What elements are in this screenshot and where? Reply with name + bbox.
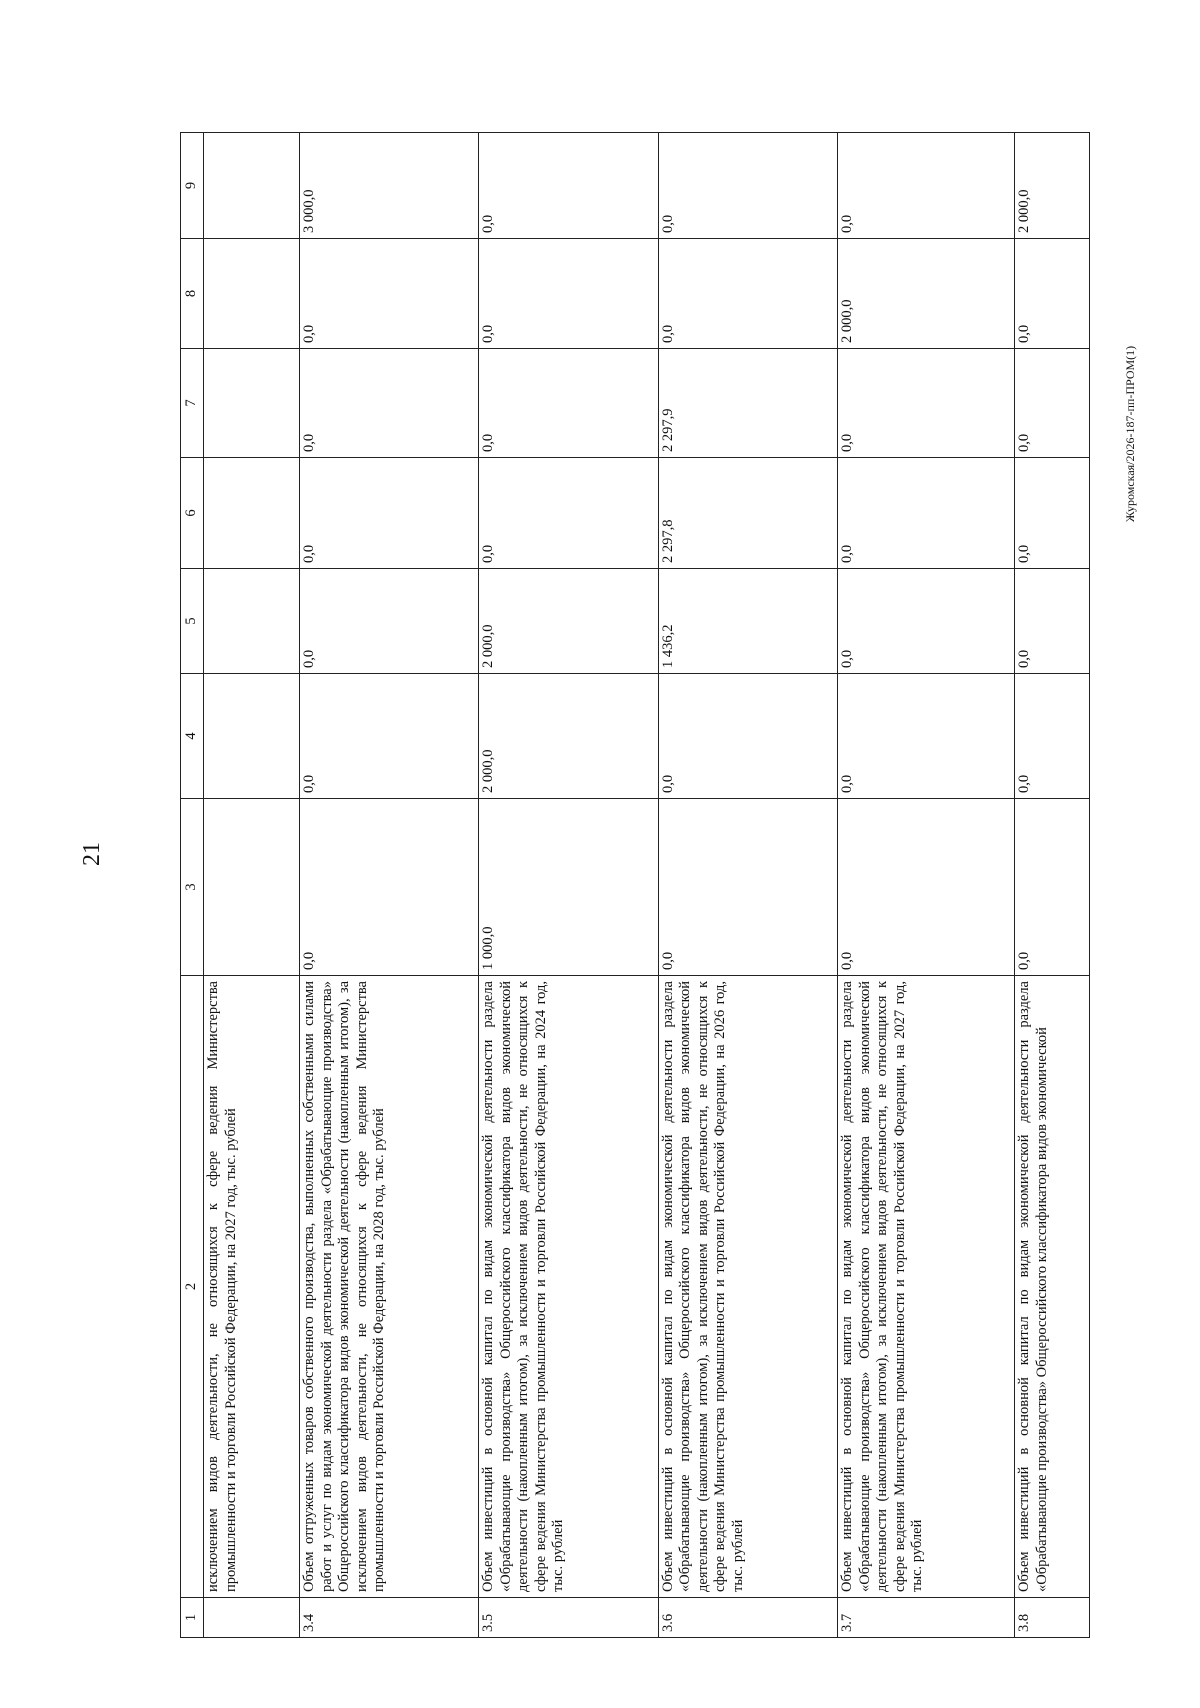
data-table <box>180 132 1090 1638</box>
header-cell: 3 <box>181 799 204 976</box>
table-row <box>300 133 479 1638</box>
value-cell: 0,0 <box>300 458 479 569</box>
value-cell: 0,0 <box>300 239 479 349</box>
value-cell: 2 000,0 <box>1015 133 1090 239</box>
value-cell: 2 000,0 <box>838 239 1015 349</box>
value-cell <box>204 569 300 674</box>
row-number: 3.8 <box>1015 1598 1090 1638</box>
value-cell: 0,0 <box>479 349 658 458</box>
header-cell: 2 <box>181 976 204 1598</box>
table-row <box>204 133 300 1638</box>
row-description: Объем инвестиций в основной капитал по видам экономической деятельности раздела «Обрабатывающие производства» Общероссийского классификатора видов экономической деятельности (накопленным итогом), за исключением видов деятельности, не относящихся к сфере ведения Министерства промышленности и торговли Российской Федерации, на 2024 год, тыс. рублей <box>479 976 658 1598</box>
value-cell <box>204 674 300 799</box>
value-cell: 0,0 <box>838 674 1015 799</box>
value-cell: 0,0 <box>300 349 479 458</box>
value-cell: 2 000,0 <box>479 674 658 799</box>
row-description: Объем инвестиций в основной капитал по видам экономической деятельности раздела «Обрабатывающие производства» Общероссийского классификатора видов экономической деятельности (накопленным итогом), за исключением видов деятельности, не относящихся к сфере ведения Министерства промышленности и торговли Российской Федерации, на 2027 год, тыс. рублей <box>838 976 1015 1598</box>
value-cell: 3 000,0 <box>300 133 479 239</box>
row-description: Объем отгруженных товаров собственного производства, выполненных собственными силами работ и услуг по видам экономической деятельности раздела «Обрабатывающие производства» Общероссийского классификатора видов экономической деятельности (накопленным итогом), за исключением видов деятельности, не относящихся к сфере ведения Министерства промышленности и торговли Российской Федерации, на 2028 год, тыс. рублей <box>300 976 479 1598</box>
row-description: исключением видов деятельности, не относящихся к сфере ведения Министерства промышленности и торговли Российской Федерации, на 2027 год, тыс. рублей <box>204 976 300 1598</box>
row-number: 3.6 <box>658 1598 837 1638</box>
table-row <box>658 133 837 1638</box>
value-cell: 0,0 <box>838 133 1015 239</box>
value-cell: 0,0 <box>300 799 479 976</box>
value-cell <box>204 349 300 458</box>
row-number: 3.4 <box>300 1598 479 1638</box>
value-cell: 0,0 <box>658 133 837 239</box>
row-number <box>204 1598 300 1638</box>
value-cell: 0,0 <box>1015 239 1090 349</box>
header-cell: 5 <box>181 569 204 674</box>
value-cell: 0,0 <box>658 239 837 349</box>
page-number: 21 <box>79 842 105 866</box>
value-cell: 0,0 <box>658 674 837 799</box>
value-cell: 0,0 <box>658 799 837 976</box>
value-cell <box>204 458 300 569</box>
value-cell: 0,0 <box>838 458 1015 569</box>
value-cell: 1 000,0 <box>479 799 658 976</box>
value-cell: 0,0 <box>1015 799 1090 976</box>
value-cell <box>204 239 300 349</box>
value-cell <box>204 799 300 976</box>
header-cell: 6 <box>181 458 204 569</box>
value-cell: 0,0 <box>300 569 479 674</box>
value-cell: 0,0 <box>838 569 1015 674</box>
row-number: 3.5 <box>479 1598 658 1638</box>
value-cell: 0,0 <box>838 799 1015 976</box>
rotated-table-wrapper <box>180 133 1090 1638</box>
header-row <box>181 133 204 1638</box>
value-cell: 2 000,0 <box>479 569 658 674</box>
table-row <box>1015 133 1090 1638</box>
value-cell: 2 297,8 <box>658 458 837 569</box>
value-cell: 0,0 <box>838 349 1015 458</box>
header-cell: 1 <box>181 1598 204 1638</box>
value-cell: 0,0 <box>479 458 658 569</box>
header-cell: 8 <box>181 239 204 349</box>
header-cell: 4 <box>181 674 204 799</box>
row-description: Объем инвестиций в основной капитал по видам экономической деятельности раздела «Обрабатывающие производства» Общероссийского классификатора видов экономической деятельности (накопленным итогом), за исключением видов деятельности, не относящихся к сфере ведения Министерства промышленности и торговли Российской Федерации, на 2026 год, тыс. рублей <box>658 976 837 1598</box>
row-description: Объем инвестиций в основной капитал по видам экономической деятельности раздела «Обрабатывающие производства» Общероссийского классификатора видов экономической <box>1015 976 1090 1598</box>
value-cell: 0,0 <box>1015 674 1090 799</box>
value-cell: 0,0 <box>1015 458 1090 569</box>
value-cell: 0,0 <box>479 239 658 349</box>
value-cell: 2 297,9 <box>658 349 837 458</box>
table-row <box>838 133 1015 1638</box>
header-cell: 9 <box>181 133 204 239</box>
value-cell: 1 436,2 <box>658 569 837 674</box>
value-cell <box>204 133 300 239</box>
document-code: Журомская/2026-187-пп-ПРОМ(1) <box>1123 345 1137 523</box>
row-number: 3.7 <box>838 1598 1015 1638</box>
value-cell: 0,0 <box>479 133 658 239</box>
value-cell: 0,0 <box>1015 349 1090 458</box>
value-cell: 0,0 <box>300 674 479 799</box>
header-cell: 7 <box>181 349 204 458</box>
table-row <box>479 133 658 1638</box>
value-cell: 0,0 <box>1015 569 1090 674</box>
